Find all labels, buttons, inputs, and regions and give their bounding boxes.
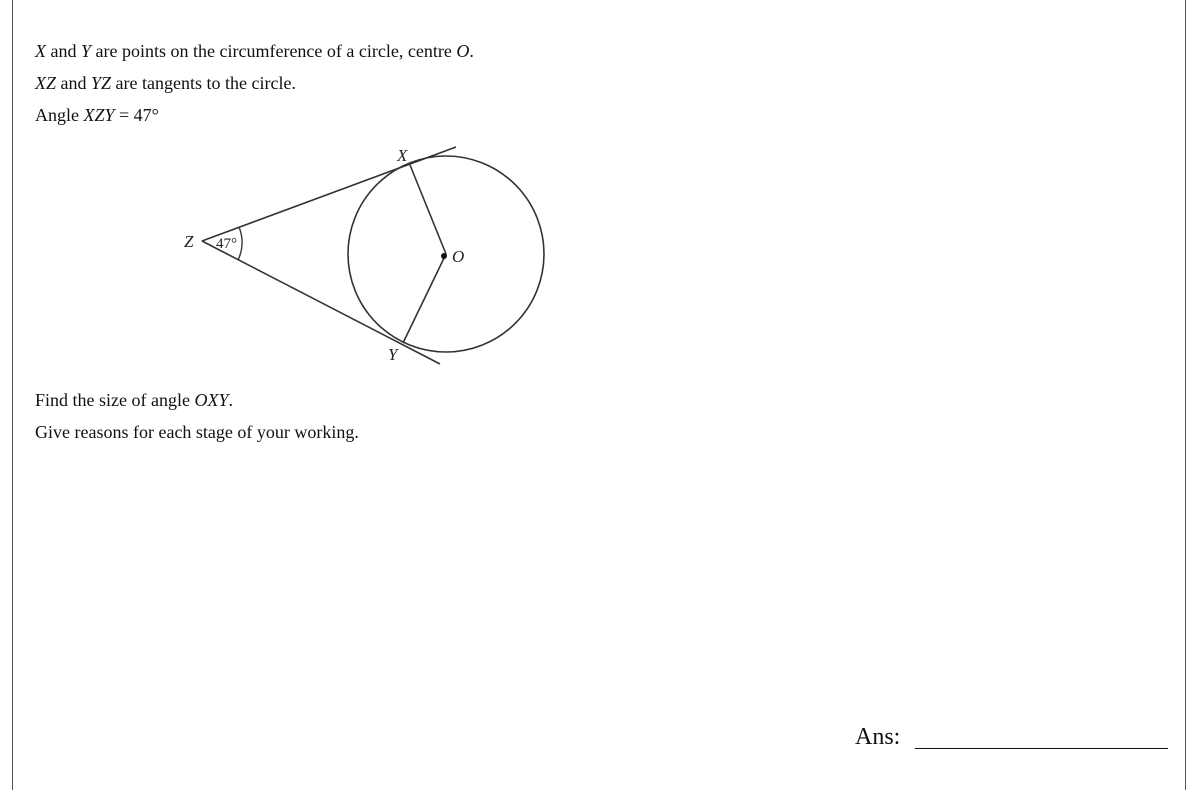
- radius-oy: [403, 254, 446, 343]
- label-o: O: [452, 247, 465, 266]
- answer-label: Ans:: [855, 724, 901, 750]
- text-and: and: [46, 41, 81, 61]
- var-yz: YZ: [91, 73, 112, 93]
- text-angle: Angle: [35, 105, 84, 125]
- text-find: Find the size of angle: [35, 390, 195, 410]
- var-oxy: OXY: [194, 390, 229, 410]
- var-x: X: [35, 41, 46, 61]
- question-line-find: [35, 389, 233, 411]
- text-tangents: are tangents to the circle.: [111, 73, 296, 93]
- label-x: X: [397, 146, 408, 165]
- var-o: O: [456, 41, 470, 61]
- label-y: Y: [388, 345, 398, 364]
- question-line-reasons: Give reasons for each stage of your working.: [35, 422, 359, 442]
- answer-line[interactable]: [915, 748, 1168, 749]
- label-z: Z: [184, 232, 194, 251]
- centre-dot: [441, 253, 447, 259]
- text-period: .: [469, 41, 474, 61]
- angle-label-47: 47°: [216, 236, 237, 252]
- var-y: Y: [81, 41, 92, 61]
- text-and: and: [56, 73, 92, 93]
- radius-ox: [410, 165, 446, 254]
- text-circumference: are points on the circumference of a circle, centre: [91, 41, 457, 61]
- tangent-zx: [202, 147, 456, 241]
- var-xzy: XZY: [83, 105, 115, 125]
- angle-arc-z: [238, 227, 242, 260]
- var-xz: XZ: [35, 73, 57, 93]
- text-angle-value: = 47°: [114, 105, 159, 125]
- text-period: .: [228, 390, 233, 410]
